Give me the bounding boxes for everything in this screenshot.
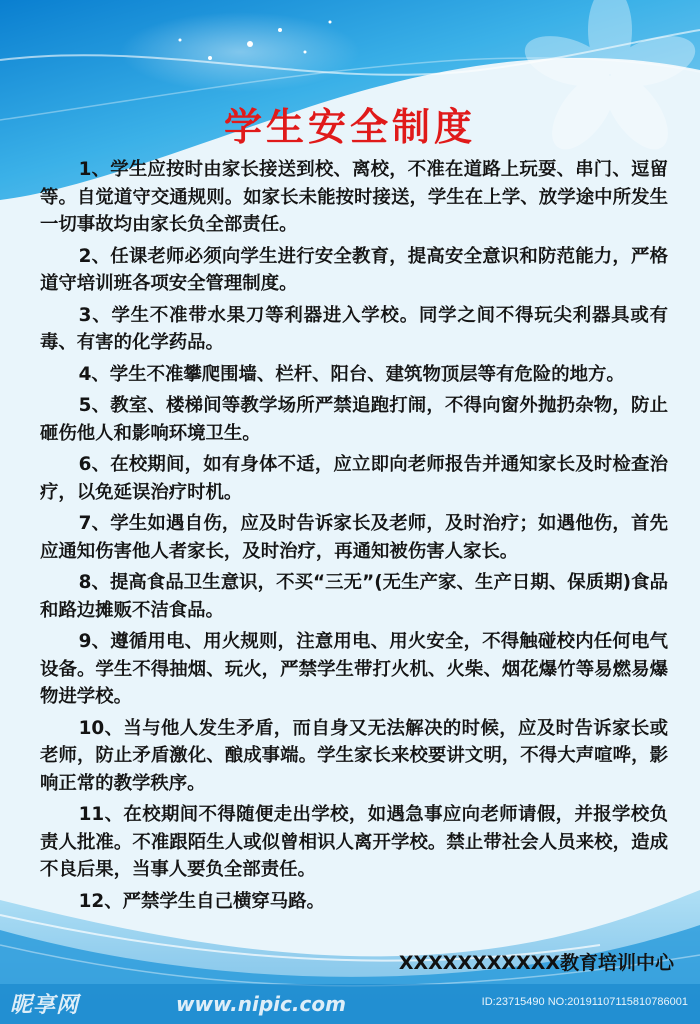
rule-item-5: 5、教室、楼梯间等教学场所严禁追跑打闹，不得向窗外抛扔杂物，防止砸伤他人和影响环境卫生。: [40, 395, 668, 444]
rule-item-4: 4、学生不准攀爬围墙、栏杆、阳台、建筑物顶层等有危险的地方。: [78, 363, 625, 385]
watermark-id: ID:23715490 NO:20191107115810786001: [481, 996, 688, 1008]
rule-item-6: 6、在校期间，如有身体不适，应立即向老师报告并通知家长及时检查治疗，以免延误治疗时机。: [40, 454, 668, 503]
rule-item-7: 7、学生如遇自伤，应及时告诉家长及老师，及时治疗；如遇他伤，首先应通知伤害他人者家长，及时治疗，再通知被伤害人家长。: [40, 513, 668, 562]
rule-item-12: 12、严禁学生自己横穿马路。: [78, 890, 325, 912]
rule-item-9: 9、遵循用电、用火规则，注意用电、用火安全，不得触碰校内任何电气设备。学生不得抽烟、玩火，严禁学生带打火机、火柴、烟花爆竹等易燃易爆物进学校。: [40, 631, 668, 707]
rule-item-10: 10、当与他人发生矛盾，而自身又无法解决的时候，应及时告诉家长或老师，防止矛盾激化、酿成事端。学生家长来校要讲文明，不得大声喧哗，影响正常的教学秩序。: [40, 717, 668, 794]
rules-list: [40, 156, 668, 919]
poster-title: 学生安全制度: [223, 105, 476, 149]
rule-item-3: 3、学生不准带水果刀等利器进入学校。同学之间不得玩尖利器具或有毒、有害的化学药品。: [40, 304, 668, 353]
watermark-url: www.nipic.com: [176, 992, 346, 1016]
rule-item-8: 8、提高食品卫生意识，不买“三无”(无生产家、生产日期、保质期)食品和路边摊贩不洁食品。: [40, 572, 668, 621]
rule-item-11: 11、在校期间不得随便走出学校，如遇急事应向老师请假，并报学校负责人批准。不准跟陌生人或似曾相识人离开学校。禁止带社会人员来校，造成不良后果，当事人要负全部责任。: [40, 804, 668, 880]
rule-item-1: 1、学生应按时由家长接送到校、离校，不准在道路上玩耍、串门、逗留等。自觉道守交通规则。如家长未能按时接送，学生在上学、放学途中所发生一切事故均由家长负全部责任。: [40, 159, 668, 235]
organization-name: XXXXXXXXXXX教育培训中心: [398, 952, 674, 974]
watermark-logo: 昵享网: [10, 993, 80, 1018]
rule-item-2: 2、任课老师必须向学生进行安全教育，提高安全意识和防范能力，严格道守培训班各项安全管理制度。: [40, 245, 668, 294]
